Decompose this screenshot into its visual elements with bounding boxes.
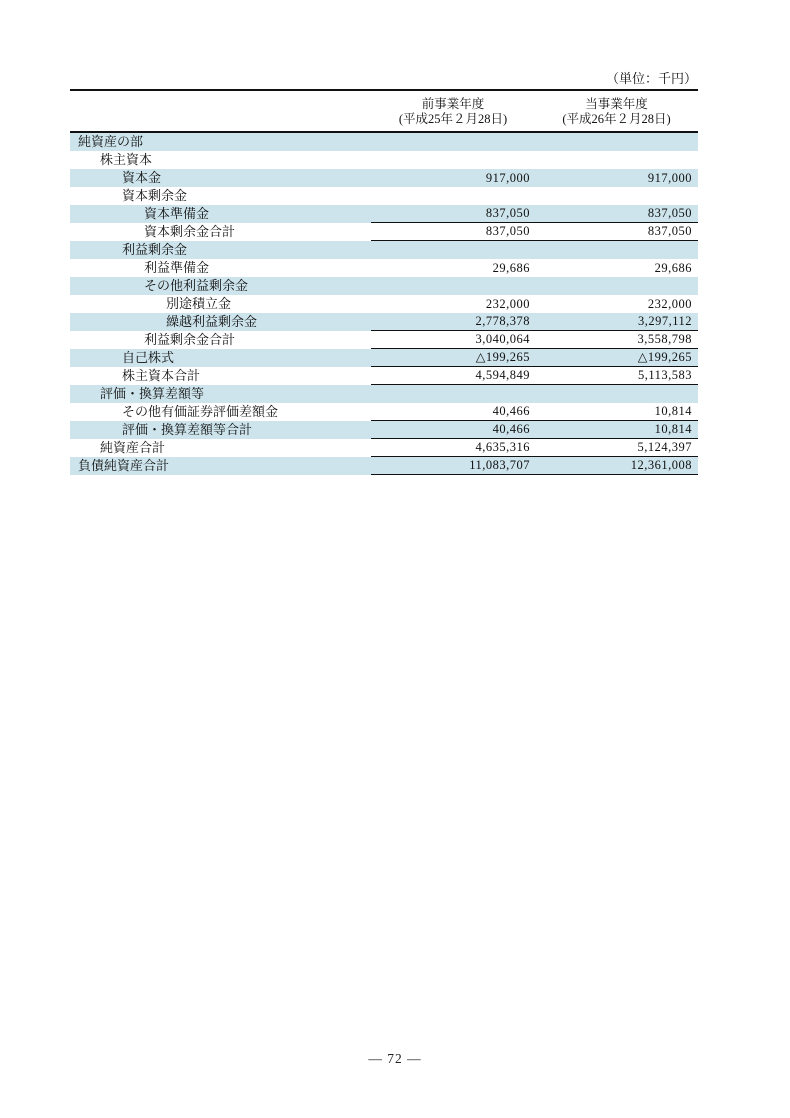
previous-year-value: 40,466	[492, 404, 530, 418]
current-year-value: 232,000	[647, 296, 692, 311]
current-year-value: 10,814	[654, 422, 692, 436]
table-row	[70, 277, 698, 295]
table-row	[70, 349, 698, 367]
row-label: 負債純資産合計	[78, 458, 170, 473]
row-values	[371, 331, 698, 349]
header-label-spacer	[70, 91, 371, 131]
row-values	[371, 295, 698, 313]
table-row	[70, 403, 698, 421]
row-values	[371, 421, 698, 439]
page-number: — 72 —	[368, 1051, 422, 1066]
current-year-value: 29,686	[654, 260, 692, 275]
row-label: 利益剰余金合計	[144, 332, 236, 347]
previous-year-value: 232,000	[485, 296, 530, 311]
balance-sheet-net-assets-table	[70, 89, 698, 475]
current-year-value: 5,113,583	[637, 368, 692, 382]
row-label: 資本準備金	[144, 206, 210, 221]
row-label: 繰越利益剰余金	[166, 314, 258, 329]
previous-year-value: 40,466	[492, 422, 530, 436]
table-row	[70, 421, 698, 439]
current-year-value: 837,050	[647, 206, 692, 220]
row-label: その他利益剰余金	[144, 278, 249, 293]
previous-year-date: (平成25年２月28日)	[398, 111, 508, 126]
row-values	[371, 313, 698, 331]
table-row	[70, 151, 698, 169]
row-values	[371, 187, 698, 205]
row-label: 利益準備金	[144, 260, 210, 275]
row-label: 資本剰余金合計	[144, 224, 236, 239]
table-row	[70, 241, 698, 259]
previous-year-value: 2,778,378	[475, 314, 530, 328]
table-row	[70, 169, 698, 187]
row-values	[371, 439, 698, 457]
previous-year-value: 3,040,064	[475, 332, 530, 346]
table-row	[70, 439, 698, 457]
row-label: 評価・換算差額等	[100, 386, 205, 401]
row-values	[371, 241, 698, 259]
row-label: 資本剰余金	[122, 188, 188, 203]
row-values	[371, 277, 698, 295]
table-row	[70, 205, 698, 223]
column-header-current-year	[535, 96, 698, 127]
row-label: 資本金	[122, 170, 162, 185]
row-values	[371, 169, 698, 187]
unit-label: （単位：千円）	[605, 71, 697, 86]
previous-year-value: 4,594,849	[475, 368, 530, 382]
current-year-value: 917,000	[647, 170, 692, 185]
current-year-value: 5,124,397	[637, 440, 692, 454]
row-values	[371, 151, 698, 169]
row-values	[371, 349, 698, 367]
row-label: 利益剰余金	[122, 242, 188, 257]
previous-year-value: 837,050	[485, 224, 530, 238]
row-values	[371, 223, 698, 241]
row-values	[371, 403, 698, 421]
row-values	[371, 367, 698, 385]
row-label: 株主資本合計	[122, 368, 201, 383]
current-year-date: (平成26年２月28日)	[562, 111, 671, 126]
table-row	[70, 223, 698, 241]
current-year-value: 3,558,798	[637, 332, 692, 346]
table-row	[70, 457, 698, 475]
row-label: 別途積立金	[166, 296, 232, 311]
table-row	[70, 313, 698, 331]
row-label: 自己株式	[122, 350, 175, 365]
table-row	[70, 295, 698, 313]
current-year-value: 10,814	[654, 404, 692, 418]
row-values	[371, 457, 698, 475]
row-values	[371, 385, 698, 403]
current-year-value: 12,361,008	[630, 458, 692, 472]
row-label: 評価・換算差額等合計	[122, 422, 253, 437]
table-row	[70, 367, 698, 385]
previous-year-value: △199,265	[475, 350, 530, 364]
row-label: 純資産の部	[78, 134, 144, 149]
row-values	[371, 205, 698, 223]
table-header	[70, 91, 698, 133]
previous-year-value: 837,050	[485, 206, 530, 220]
table-row	[70, 259, 698, 277]
current-year-value: △199,265	[637, 350, 692, 364]
table-row	[70, 331, 698, 349]
current-year-value: 3,297,112	[637, 314, 692, 328]
previous-year-value: 4,635,316	[475, 440, 530, 454]
column-header-previous-year	[371, 96, 535, 127]
table-body	[70, 133, 698, 475]
previous-year-value: 11,083,707	[469, 458, 530, 472]
row-values	[371, 133, 698, 151]
table-row	[70, 385, 698, 403]
previous-year-value: 917,000	[485, 170, 530, 185]
row-label: 株主資本	[100, 152, 153, 167]
table-row	[70, 187, 698, 205]
table-row	[70, 133, 698, 151]
current-year-value: 837,050	[647, 224, 692, 238]
current-year-title: 当事業年度	[585, 96, 648, 111]
previous-year-title: 前事業年度	[421, 96, 485, 111]
row-label: その他有価証券評価差額金	[122, 404, 279, 419]
previous-year-value: 29,686	[492, 260, 530, 275]
row-label: 純資産合計	[100, 440, 166, 455]
row-values	[371, 259, 698, 277]
